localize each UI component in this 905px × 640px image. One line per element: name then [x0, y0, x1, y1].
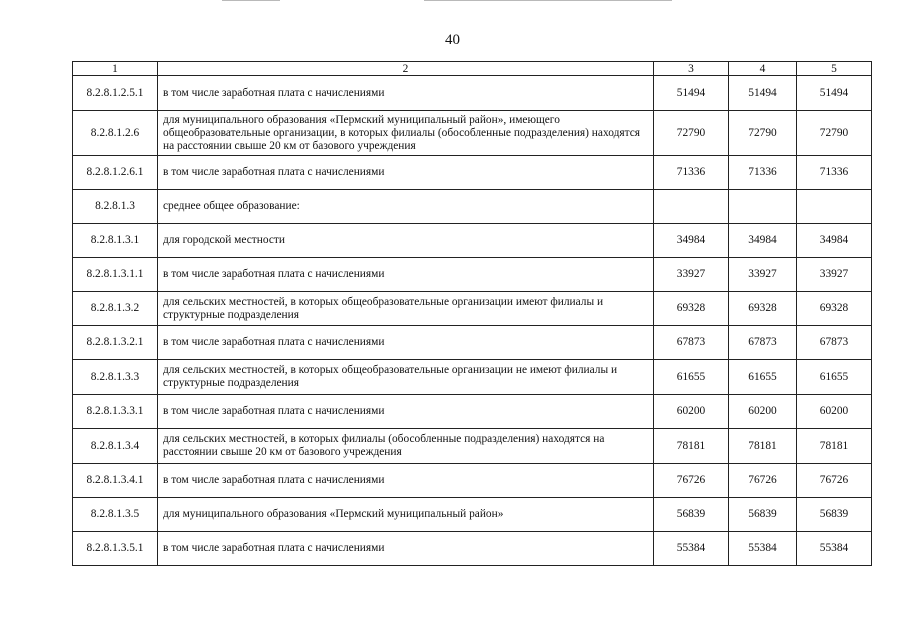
- row-code: 8.2.8.1.3.5.1: [73, 532, 158, 566]
- row-value-col3: 69328: [654, 292, 729, 326]
- row-value-col3: 55384: [654, 532, 729, 566]
- row-value-col4: 51494: [729, 76, 797, 111]
- table-row: [73, 532, 872, 566]
- row-description: для муниципального образования «Пермский муниципальный район»: [158, 498, 654, 532]
- row-value-col3: 71336: [654, 156, 729, 190]
- row-code: 8.2.8.1.3.2.1: [73, 326, 158, 360]
- row-value-col4: 67873: [729, 326, 797, 360]
- row-description: для городской местности: [158, 224, 654, 258]
- row-value-col5: 33927: [797, 258, 872, 292]
- row-description: в том числе заработная плата с начислениями: [158, 156, 654, 190]
- row-value-col3: 67873: [654, 326, 729, 360]
- row-value-col5: 56839: [797, 498, 872, 532]
- row-value-col5: 34984: [797, 224, 872, 258]
- row-code: 8.2.8.1.3.1.1: [73, 258, 158, 292]
- top-rule-left: [222, 0, 280, 1]
- row-code: 8.2.8.1.3.2: [73, 292, 158, 326]
- row-description: в том числе заработная плата с начислениями: [158, 464, 654, 498]
- row-value-col5: 69328: [797, 292, 872, 326]
- row-code: 8.2.8.1.3.3.1: [73, 395, 158, 429]
- row-code: 8.2.8.1.3.4: [73, 429, 158, 464]
- row-description: для муниципального образования «Пермский муниципальный район», имеющего общеобразовательные организации, в которых филиалы (обособленные подразделения) находятся на расстоянии свыше 20 км от базового учреждения: [158, 111, 654, 156]
- row-description: в том числе заработная плата с начислениями: [158, 258, 654, 292]
- row-value-col5: 76726: [797, 464, 872, 498]
- row-code: 8.2.8.1.3.1: [73, 224, 158, 258]
- row-value-col3: 34984: [654, 224, 729, 258]
- row-value-col3: 56839: [654, 498, 729, 532]
- column-header: 1: [73, 62, 158, 76]
- row-description: для сельских местностей, в которых филиалы (обособленные подразделения) находятся на расстоянии свыше 20 км от базового учреждения: [158, 429, 654, 464]
- row-code: 8.2.8.1.2.6: [73, 111, 158, 156]
- row-value-col3: 33927: [654, 258, 729, 292]
- row-value-col4: 60200: [729, 395, 797, 429]
- row-value-col5: 72790: [797, 111, 872, 156]
- row-value-col4: 69328: [729, 292, 797, 326]
- row-code: 8.2.8.1.3: [73, 190, 158, 224]
- table-row: [73, 326, 872, 360]
- row-code: 8.2.8.1.2.6.1: [73, 156, 158, 190]
- row-value-col3: 72790: [654, 111, 729, 156]
- row-value-col4: 33927: [729, 258, 797, 292]
- column-header: 5: [797, 62, 872, 76]
- budget-table: [72, 61, 872, 566]
- row-value-col5: 71336: [797, 156, 872, 190]
- column-header: 3: [654, 62, 729, 76]
- row-description: в том числе заработная плата с начислениями: [158, 532, 654, 566]
- row-value-col3: 76726: [654, 464, 729, 498]
- row-value-col5: 55384: [797, 532, 872, 566]
- row-code: 8.2.8.1.3.3: [73, 360, 158, 395]
- row-code: 8.2.8.1.3.4.1: [73, 464, 158, 498]
- row-value-col4: 71336: [729, 156, 797, 190]
- table-row: [73, 111, 872, 156]
- row-value-col3: 51494: [654, 76, 729, 111]
- table-row: [73, 258, 872, 292]
- page-number: 40: [445, 32, 460, 48]
- row-description: для сельских местностей, в которых общеобразовательные организации имеют филиалы и структурные подразделения: [158, 292, 654, 326]
- row-value-col4: [729, 190, 797, 224]
- row-value-col3: 78181: [654, 429, 729, 464]
- top-rule-right: [424, 0, 672, 1]
- row-value-col4: 76726: [729, 464, 797, 498]
- table-row: [73, 76, 872, 111]
- row-value-col5: 51494: [797, 76, 872, 111]
- table-row: [73, 498, 872, 532]
- row-value-col4: 61655: [729, 360, 797, 395]
- table-row: [73, 190, 872, 224]
- row-description: в том числе заработная плата с начислениями: [158, 395, 654, 429]
- row-code: 8.2.8.1.2.5.1: [73, 76, 158, 111]
- row-value-col4: 78181: [729, 429, 797, 464]
- row-value-col4: 72790: [729, 111, 797, 156]
- row-value-col3: 60200: [654, 395, 729, 429]
- row-value-col4: 55384: [729, 532, 797, 566]
- row-description: для сельских местностей, в которых общеобразовательные организации не имеют филиалы и структурные подразделения: [158, 360, 654, 395]
- table-row: [73, 224, 872, 258]
- row-description: среднее общее образование:: [158, 190, 654, 224]
- row-value-col3: 61655: [654, 360, 729, 395]
- row-description: в том числе заработная плата с начислениями: [158, 76, 654, 111]
- row-value-col5: 60200: [797, 395, 872, 429]
- table-row: [73, 156, 872, 190]
- row-value-col4: 34984: [729, 224, 797, 258]
- column-header: 4: [729, 62, 797, 76]
- column-header: 2: [158, 62, 654, 76]
- row-value-col3: [654, 190, 729, 224]
- table-row: [73, 429, 872, 464]
- row-value-col5: 67873: [797, 326, 872, 360]
- table-row: [73, 395, 872, 429]
- row-value-col5: 78181: [797, 429, 872, 464]
- row-value-col4: 56839: [729, 498, 797, 532]
- table-row: [73, 464, 872, 498]
- row-value-col5: [797, 190, 872, 224]
- table-row: [73, 360, 872, 395]
- row-code: 8.2.8.1.3.5: [73, 498, 158, 532]
- table-row: [73, 292, 872, 326]
- row-value-col5: 61655: [797, 360, 872, 395]
- row-description: в том числе заработная плата с начислениями: [158, 326, 654, 360]
- table-header-row: [73, 62, 872, 76]
